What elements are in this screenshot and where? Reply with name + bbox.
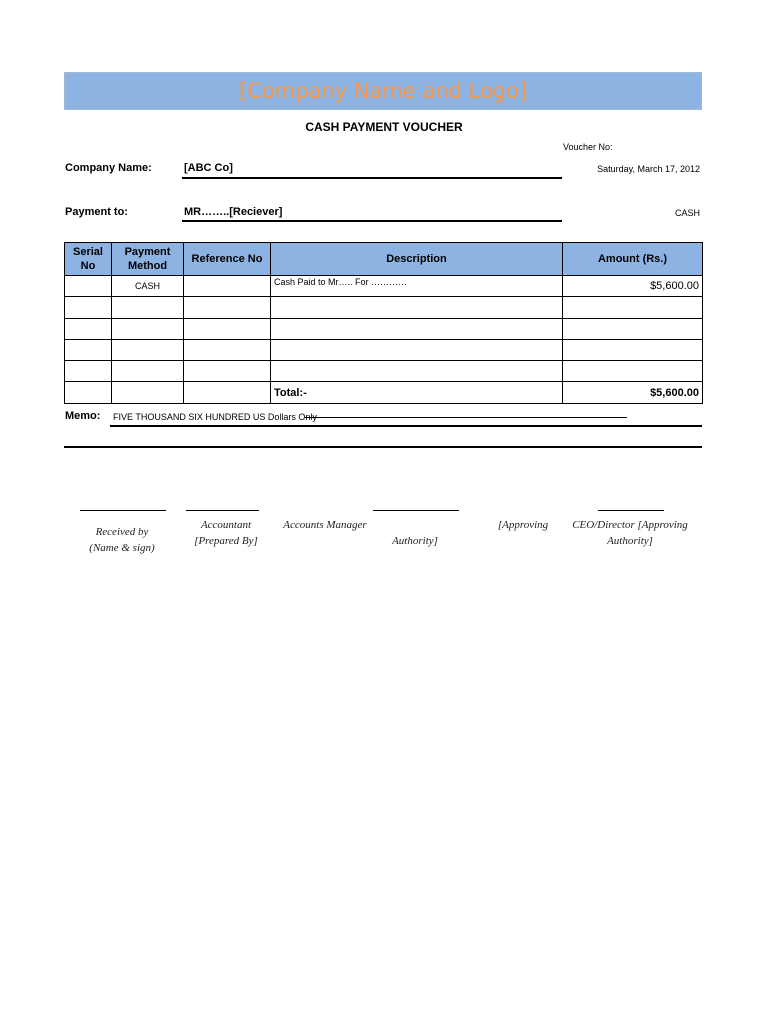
table-row (65, 318, 703, 339)
manager-authority-caption: Authority] (392, 535, 438, 547)
received-by-sign-line (80, 510, 166, 511)
cell-serial (65, 361, 112, 382)
memo-label: Memo: (65, 410, 101, 422)
received-by-line2: (Name & sign) (89, 542, 155, 554)
total-empty-3 (184, 382, 271, 403)
total-row (65, 382, 703, 403)
accountant-sign-line (186, 510, 259, 511)
cell-reference (184, 339, 271, 360)
payment-to-underline (182, 220, 562, 222)
header-amount: Amount (Rs.) (563, 243, 703, 276)
payment-type: CASH (674, 208, 700, 218)
header-payment-method: Payment Method (112, 243, 184, 276)
cell-description: Cash Paid to Mr….. For ………… (271, 276, 563, 297)
company-name-label: Company Name: (65, 162, 152, 174)
memo-underline (110, 425, 702, 427)
total-value: $5,600.00 (563, 382, 703, 403)
cell-method: CASH (112, 276, 184, 297)
voucher-table (64, 242, 703, 404)
header-reference-no: Reference No (184, 243, 271, 276)
total-empty-2 (112, 382, 184, 403)
cell-amount: $5,600.00 (563, 276, 703, 297)
company-name-logo-banner (64, 72, 702, 110)
cell-reference (184, 318, 271, 339)
received-by-caption (72, 524, 172, 556)
voucher-no-label: Voucher No: (563, 142, 613, 152)
ceo-caption (560, 517, 700, 549)
table-row (65, 361, 703, 382)
cell-serial (65, 276, 112, 297)
accounts-manager-caption: Accounts Manager (283, 519, 367, 531)
cell-method (112, 339, 184, 360)
cell-reference (184, 297, 271, 318)
table-header-row (65, 243, 703, 276)
cell-amount (563, 339, 703, 360)
cell-reference (184, 361, 271, 382)
cell-reference (184, 276, 271, 297)
cell-description (271, 297, 563, 318)
payment-to-value: MR……..[Reciever] (184, 206, 283, 218)
ceo-line2: Authority] (607, 535, 653, 547)
header-description: Description (271, 243, 563, 276)
cell-description (271, 339, 563, 360)
cell-description (271, 318, 563, 339)
cell-description (271, 361, 563, 382)
memo-fill-line (305, 417, 627, 418)
cell-serial (65, 339, 112, 360)
voucher-title: CASH PAYMENT VOUCHER (305, 120, 463, 134)
voucher-date: Saturday, March 17, 2012 (597, 164, 700, 174)
company-logo-text: [Company Name and Logo] (238, 79, 528, 103)
table-row (65, 339, 703, 360)
accountant-caption (180, 517, 272, 549)
header-serial-no: Serial No (65, 243, 112, 276)
accountant-line1: Accountant (200, 519, 252, 531)
total-label: Total:- (271, 382, 563, 403)
approving-caption: [Approving (497, 519, 549, 531)
memo-text: FIVE THOUSAND SIX HUNDRED US Dollars Only (113, 412, 317, 422)
ceo-sign-line (598, 510, 664, 511)
manager-sign-line (373, 510, 459, 511)
cell-method (112, 361, 184, 382)
payment-to-label: Payment to: (65, 206, 128, 218)
cell-method (112, 297, 184, 318)
cell-method (112, 318, 184, 339)
cell-amount (563, 297, 703, 318)
total-empty-1 (65, 382, 112, 403)
cell-amount (563, 318, 703, 339)
company-name-underline (182, 177, 562, 179)
table-row (65, 297, 703, 318)
cell-serial (65, 318, 112, 339)
table-row (65, 276, 703, 297)
accountant-line2: [Prepared By] (194, 535, 258, 547)
cell-serial (65, 297, 112, 318)
received-by-line1: Received by (95, 526, 149, 538)
cell-amount (563, 361, 703, 382)
ceo-line1: CEO/Director [Approving (572, 519, 688, 531)
company-name-value: [ABC Co] (184, 162, 233, 174)
memo-second-line (64, 446, 702, 448)
